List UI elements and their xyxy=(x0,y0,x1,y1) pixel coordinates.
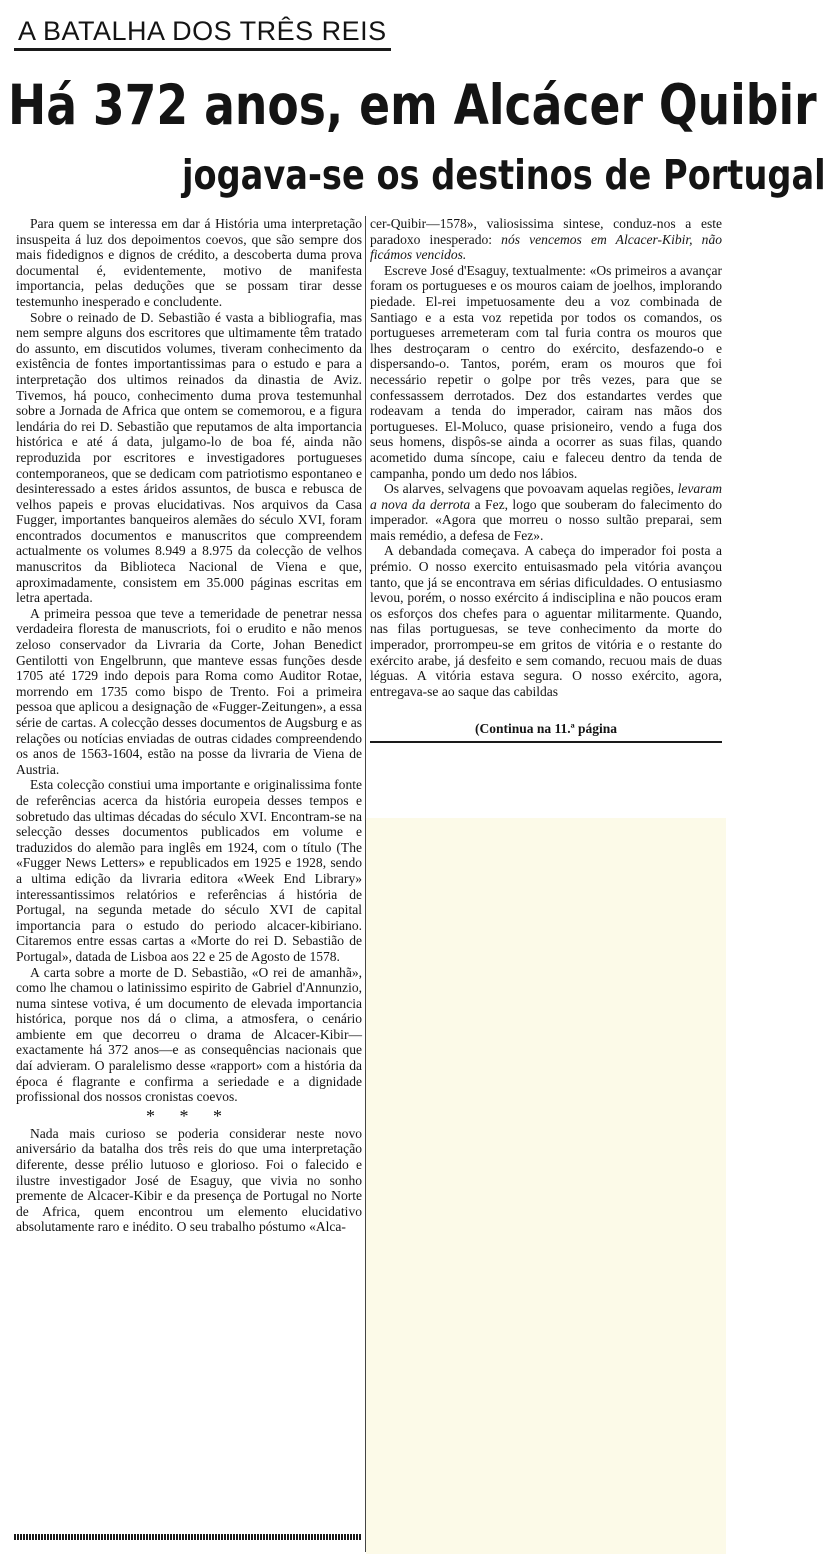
paragraph-text: Os alarves, selvagens que povoavam aquelas regiões, xyxy=(384,481,678,497)
column-bottom-rule xyxy=(14,1534,362,1540)
section-kicker: A BATALHA DOS TRÊS REIS xyxy=(14,16,391,51)
headline: Há 372 anos, em Alcácer Quibir xyxy=(8,73,817,137)
article-paragraph: A carta sobre a morte de D. Sebastião, «O rei de amanhã», como lhe chamou o latinissimo espirito de Gabriel d'Annunzio, numa sintese votiva, é um documento de elevada importancia histórica, porque nos dá o clima, a atmosfera, o cenário ambiente em que decorreu o drama de Alcacer-Kibir—exactamente há 372 anos—e as consequências nacionais que daí advieram. O paralelismo desse «rapport» com a história da época é flagrante e confirma a seriedade e a dignidade profissional dos nossos cronistas coevos. xyxy=(16,964,362,1105)
paragraph-text: a Fez, logo que souberam do falecimento do imperador. «Agora que morreu o nosso sultão preparai, sem mais remédio, a defesa de Fez». xyxy=(370,496,723,543)
paragraph-emphasis: levaram a nova da derrota xyxy=(370,481,722,512)
article-left-column xyxy=(16,216,362,1536)
article-paragraph: A debandada começava. A cabeça do imperador foi posta a prémio. O nosso exercito entuisasmado pela vitória avançou tanto, que já se encontrava em sérias dificuldades. O entusiasmo levou, porém, o nosso exército á indisciplina e não poucos eram os esforços dos chefes para o aguentar militarmente. Quando, nas filas portuguesas, se teve conhecimento da morte do imperador, prorrompeu-se em gritos de vitória e o restante do exército arabe, já desfeito e sem comando, recuou mais de duas léguas. A vitória estava segura. O nosso exército, agora, entregava-se ao saque das cabildas xyxy=(370,543,722,699)
subheadline: jogava-se os destinos de Portugal xyxy=(182,151,826,199)
article-paragraph xyxy=(370,216,722,263)
continuation-note: (Continua na 11.ª página xyxy=(370,721,722,743)
article-paragraph: Esta colecção constiui uma importante e originalissima fonte de referências acerca da história europeia desses tempos e sobretudo das ultimas décadas do século XVI. Encontram-se na selecção desses documentos publicados em volume e traduzidos do alemão para inglês em 1924, com o título (The «Fugger News Letters» e republicados em 1925 e 1928, sendo a ultima edição da livraria editora «Week End Library» interessantissimos relatórios e referências á história de Portugal, na segunda metade do século XVI de capital importancia para o estudo do periodo alcacer-kibiriano. Citaremos entre essas cartas a «Morte do rei D. Sebastião de Portugal», datada de Lisboa aos 22 e 25 de Agosto de 1578. xyxy=(16,777,362,964)
opening-emphasis: nós vencemos em Alcacer-Kibir, não ficámos vencidos. xyxy=(370,231,723,263)
blank-area xyxy=(366,818,726,1554)
article-paragraph: Nada mais curioso se poderia considerar neste novo aniversário da batalha dos três reis do que uma interpretação diferente, desse prélio lutuoso e glorioso. Foi o falecido e ilustre investigador José de Esaguy, que vivia no sonho premente de Alcacer-Kibir e da presença de Portugal no Norte de Africa, quem encontrou um elemento elucidativo absolutamente raro e inédito. O seu trabalho póstumo «Alca- xyxy=(16,1125,362,1235)
article-paragraph: A primeira pessoa que teve a temeridade de penetrar nessa verdadeira floresta de manuscriots, foi o erudito e não menos zeloso conservador da Livraria da Corte, Johan Benedict Gentilotti von Engelbrunn, que manteve essas funções desde 1705 até 1729 indo depois para Roma como Auditor Rotae, morrendo em 1735 como bispo de Trento. Foi a primeira pessoa que aplicou a designação de «Fugger-Zeitungen», a essa série de cartas. A colecção desses documentos de Augsburg e as relações ou notícias enviadas de outras cidades compreendendo os anos de 1563-1604, estão na posse da livraria de Viena de Austria. xyxy=(16,605,362,777)
article-paragraph xyxy=(370,481,722,543)
section-separator: * * * xyxy=(146,1105,232,1126)
article-paragraph: Sobre o reinado de D. Sebastião é vasta a bibliografia, mas nem sempre alguns dos escritores que ultimamente têm tratado do assunto, em discutidos volumes, tiveram conhecimento da existência de fontes importantissimas para o estudo e para a interpretação dos ultimos reinados da dinastia de Aviz. Tivemos, há pouco, conhecimento duma prova testemunhal sobre a Jornada de Africa que ontem se comemorou, e a figura lendária do rei D. Sebastião que reputamos de alta importancia histórica e até á data, julgamo-lo de boa fé, ainda não reproduzida por escritores e investigadores portugueses contemporaneos, que se dedicam com patriotismo espontaneo e desinteressado a estes áridos assuntos, de busca e rebusca de velhos papeis e provas elucidativas. Nos arquivos da Casa Fugger, importantes banqueiros alemães do século XVI, foram encontrados documentos e manuscritos que compreendem actualmente os volumes 8.949 a 8.975 da colecção de velhos manuscritos da Biblioteca Nacional de Viena e que, aproximadamente, consistem em 35.000 páginas escritas em letra apertada. xyxy=(16,309,362,606)
article-paragraph: Escreve José d'Esaguy, textualmente: «Os primeiros a avançar foram os portugueses e os mouros caiam de joelhos, implorando piedade. El-rei impetuosamente deu a voz combinada de Santiago e a esta voz repetida por todos os comandos, os portugueses arremeteram com tal furia contra os mouros que lhes destroçaram o centro do exército, desfazendo-o e dispersando-o. Tantos, porém, eram os mouros que foi necessário repetir o golpe por três vezes, para que se confessassem derrotados. Dez dos estandartes verdes que rodeavam a tenda do imperador, cairam nas mãos dos portugueses. El-Moluco, quase prisioneiro, vendo a fuga dos seus homens, dispôs-se ainda a ocorrer as suas filas, quando acometido duma síncope, caiu e faleceu dentro da tenda de campanha, pondo um dedo nos lábios. xyxy=(370,262,722,481)
opening-text: cer-Quibir—1578», valiosissima sintese, conduz-nos a este paradoxo inesperado: xyxy=(370,216,722,247)
article-right-column xyxy=(370,216,722,816)
article-paragraph: Para quem se interessa em dar á História uma interpretação insuspeita á luz dos depoimentos coevos, que são sempre dos mais fidedignos e dignos de crédito, a descoberta duma prova documental é, evidentemente, motivo de manifesta importancia, pelas deduções que se possam tirar desse testemunho inesperado e concludente. xyxy=(16,216,362,309)
